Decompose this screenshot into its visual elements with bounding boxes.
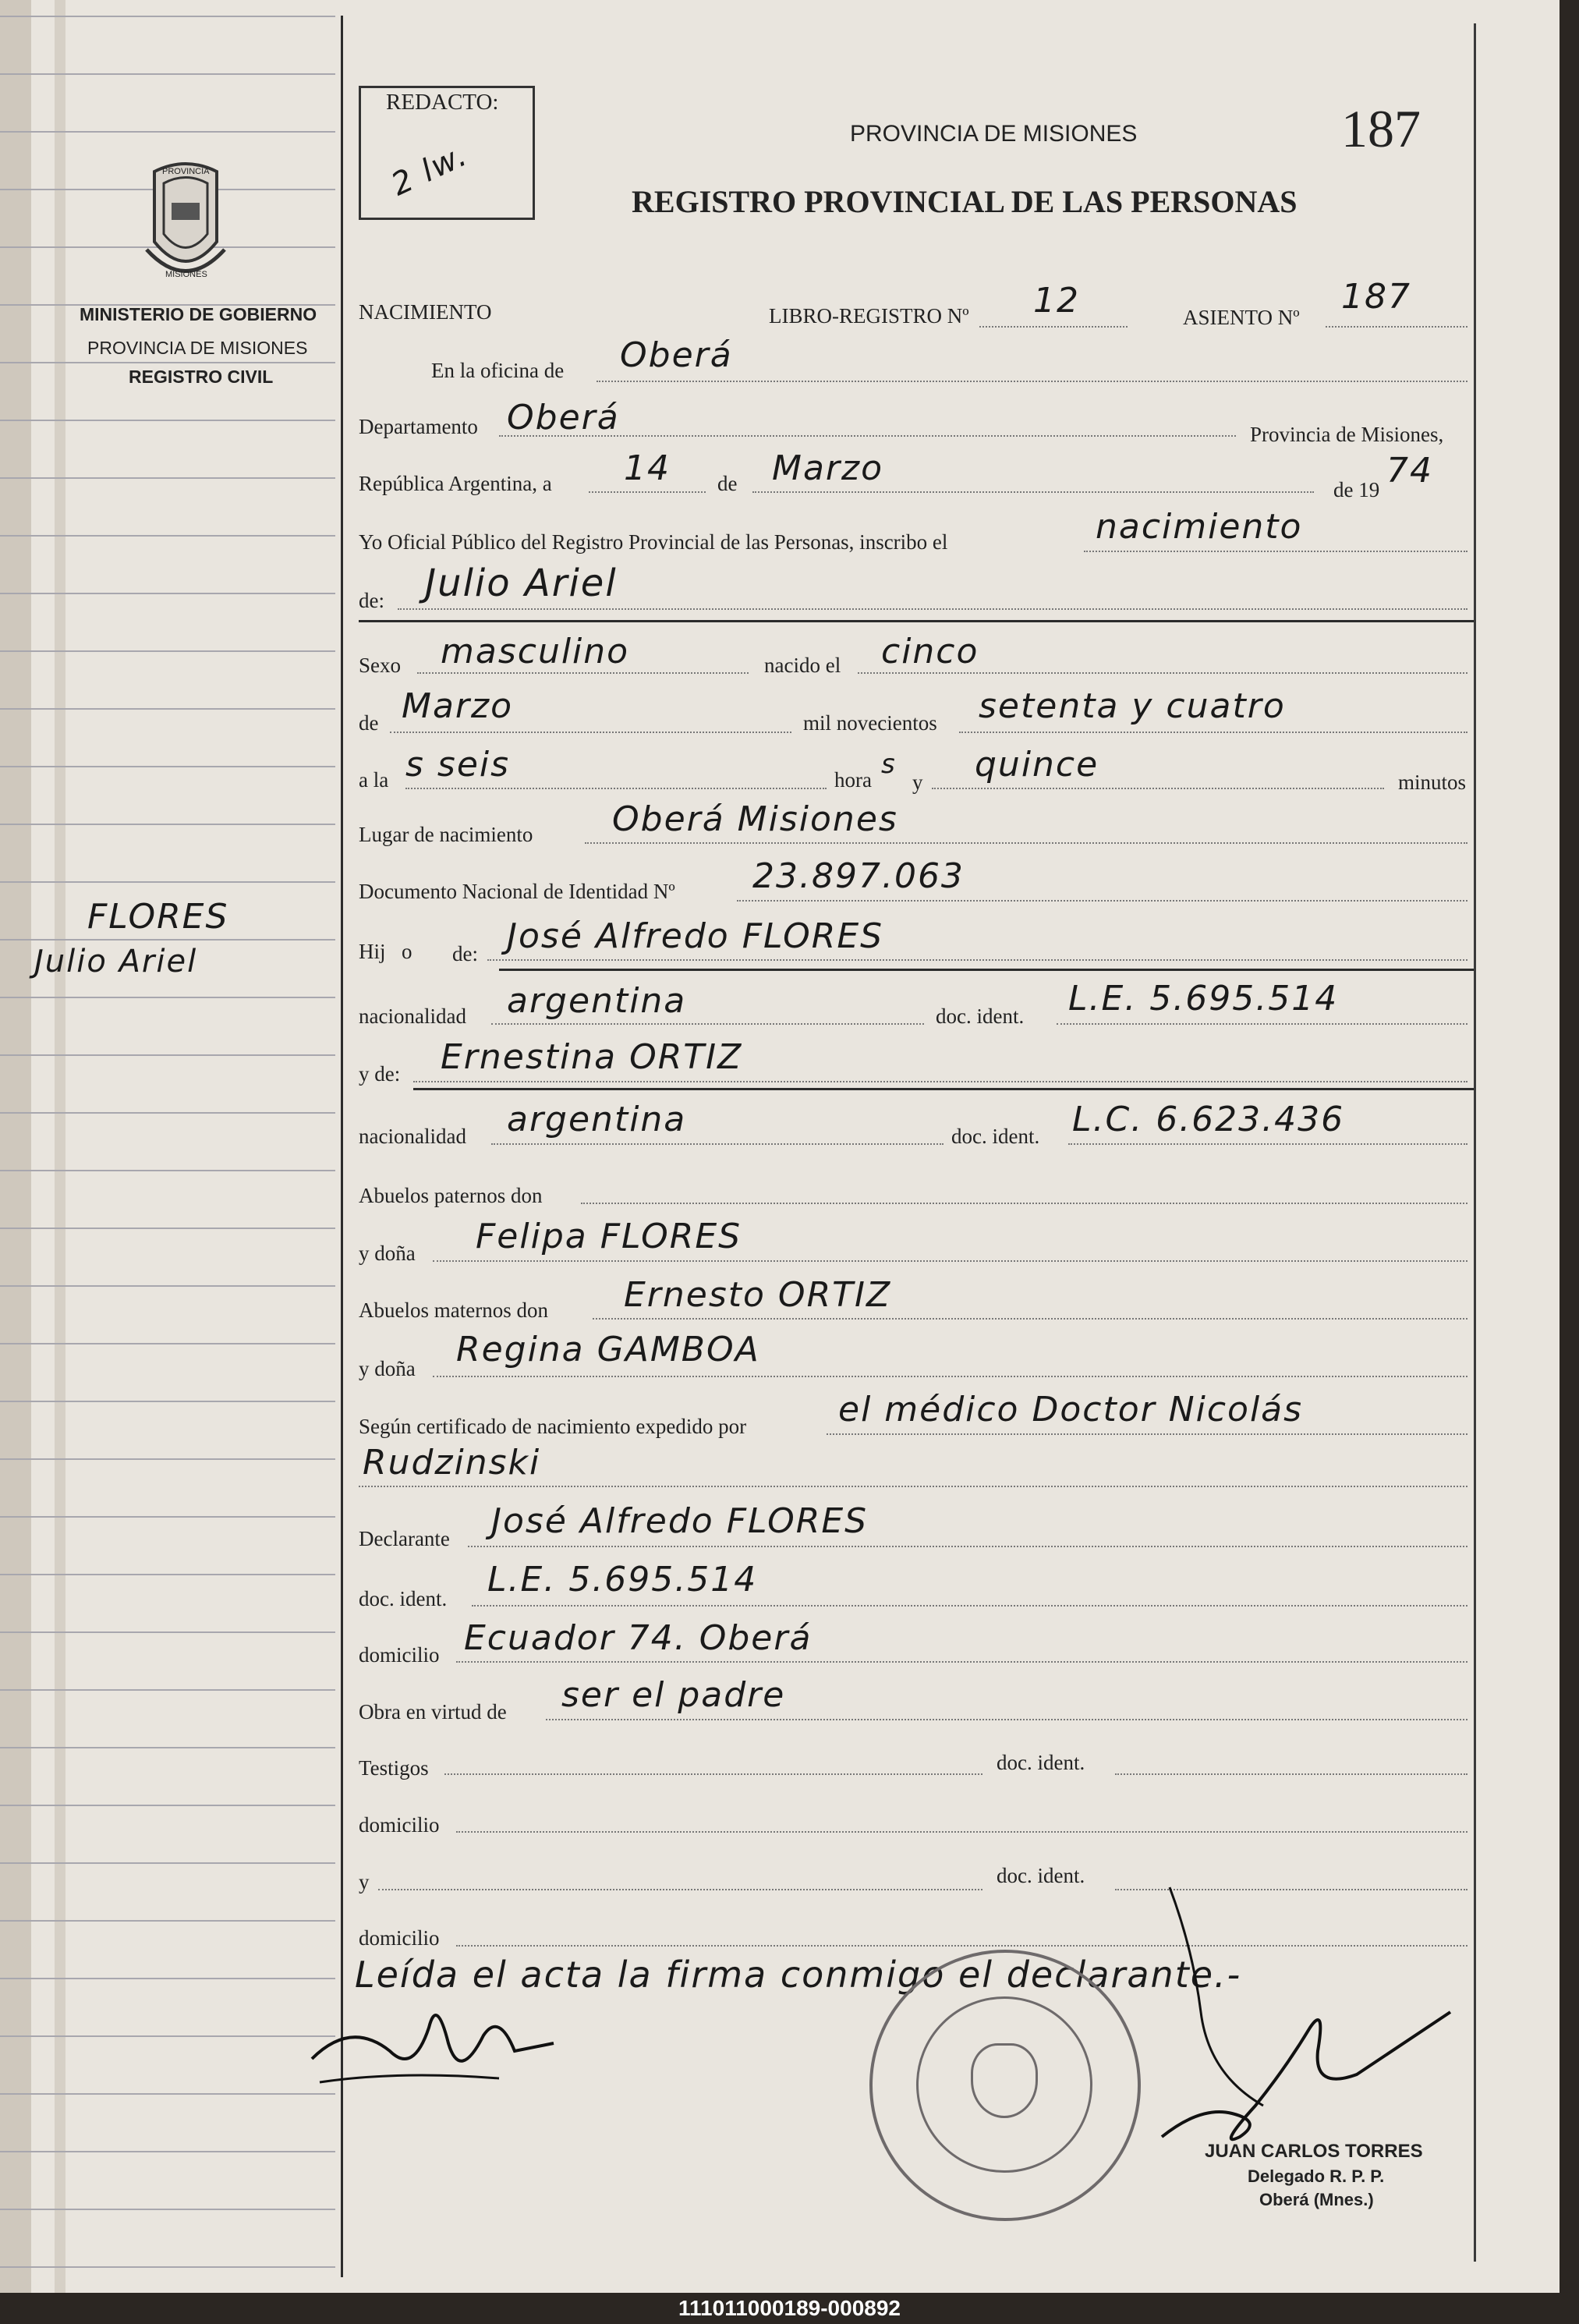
departamento-value: Oberá bbox=[507, 398, 620, 438]
sexo-label: Sexo bbox=[359, 654, 401, 677]
provincia-label: Provincia de Misiones, bbox=[1250, 423, 1444, 446]
republica-label: República Argentina, a bbox=[359, 472, 552, 495]
maternal-grandfather: Ernesto ORTIZ bbox=[624, 1275, 892, 1315]
declarant-signature bbox=[304, 1996, 561, 2113]
doc-2-label: doc. ident. bbox=[951, 1125, 1040, 1148]
margin-rule-line bbox=[0, 1343, 335, 1344]
month-value: Marzo bbox=[772, 448, 884, 488]
margin-given-names: Julio Ariel bbox=[34, 944, 198, 980]
sexo-value: masculino bbox=[441, 632, 630, 671]
margin-rule-line bbox=[0, 1228, 335, 1229]
margin-rule-line bbox=[0, 1805, 335, 1806]
abuelos-maternos-label: Abuelos maternos don bbox=[359, 1298, 548, 1322]
nacionalidad-1-label: nacionalidad bbox=[359, 1004, 466, 1028]
nacido-label: nacido el bbox=[764, 654, 841, 677]
registrar-signature bbox=[1138, 1872, 1466, 2168]
record-type: NACIMIENTO bbox=[359, 300, 492, 324]
paternal-grandmother: Felipa FLORES bbox=[476, 1217, 742, 1256]
obra-value: ser el padre bbox=[561, 1675, 786, 1715]
margin-rule-line bbox=[0, 1285, 335, 1287]
libro-label: LIBRO-REGISTRO Nº bbox=[769, 304, 969, 328]
right-border bbox=[1474, 23, 1476, 2262]
mil-label: mil novecientos bbox=[803, 711, 937, 735]
year-value: 74 bbox=[1386, 451, 1433, 491]
certificate-issuer-2: Rudzinski bbox=[363, 1443, 541, 1483]
margin-rule-line bbox=[0, 1689, 335, 1691]
margin-rule-line bbox=[0, 131, 335, 133]
testigos-domicilio-label: domicilio bbox=[359, 1813, 440, 1837]
nacionalidad-2-label: nacionalidad bbox=[359, 1125, 466, 1148]
domicilio-label: domicilio bbox=[359, 1643, 440, 1667]
margin-rule-line bbox=[0, 1574, 335, 1575]
birth-month-value: Marzo bbox=[402, 686, 514, 726]
y-dona-2-label: y doña bbox=[359, 1357, 416, 1380]
declarante-doc-label: doc. ident. bbox=[359, 1587, 448, 1610]
mother-nationality: argentina bbox=[507, 1100, 687, 1139]
coat-text-top: PROVINCIA bbox=[162, 167, 210, 176]
margin-rule-line bbox=[0, 650, 335, 652]
obra-label: Obra en virtud de bbox=[359, 1700, 507, 1724]
registrar-place: Oberá (Mnes.) bbox=[1259, 2190, 1374, 2209]
margin-rule-line bbox=[0, 1978, 335, 1979]
coat-text-bottom: MISIONES bbox=[165, 270, 207, 279]
alas-label: a la bbox=[359, 768, 389, 792]
domicilio-value: Ecuador 74. Oberá bbox=[464, 1618, 813, 1658]
margin-rule-line bbox=[0, 16, 335, 17]
declarante-doc: L.E. 5.695.514 bbox=[487, 1560, 758, 1600]
margin-rule-line bbox=[0, 1054, 335, 1056]
margin-rule-line bbox=[0, 766, 335, 767]
margin-rule-line bbox=[0, 2209, 335, 2210]
certificate-issuer: el médico Doctor Nicolás bbox=[838, 1390, 1304, 1429]
testigos-doc-label: doc. ident. bbox=[997, 1751, 1085, 1774]
margin-rule-line bbox=[0, 1112, 335, 1114]
seal-emblem bbox=[971, 2043, 1038, 2118]
margin-rule-line bbox=[0, 2093, 335, 2095]
oficina-label: En la oficina de bbox=[431, 359, 565, 382]
nacido-value: cinco bbox=[881, 632, 979, 671]
y-label: y bbox=[912, 771, 923, 794]
archive-code: 1110110001​89-000892 bbox=[0, 2293, 1579, 2324]
testigos-label: Testigos bbox=[359, 1756, 429, 1780]
binding-edge bbox=[55, 0, 65, 2293]
hijo-label: Hij bbox=[359, 940, 386, 963]
margin-rule-line bbox=[0, 1401, 335, 1402]
closing-statement: Leída el acta la firma conmigo el declarante.- bbox=[355, 1954, 1242, 1996]
horas-label: hora bbox=[834, 768, 872, 792]
margin-rule-line bbox=[0, 997, 335, 998]
redacto-value: 2 lw. bbox=[386, 136, 474, 204]
y-dona-1-label: y doña bbox=[359, 1242, 416, 1265]
margin-rule-line bbox=[0, 420, 335, 421]
margin-rule-line bbox=[0, 824, 335, 825]
hijo-de-label: de: bbox=[452, 942, 478, 965]
y-2-doc-label: doc. ident. bbox=[997, 1864, 1085, 1887]
margin-rule-line bbox=[0, 477, 335, 479]
margin-divider bbox=[341, 16, 343, 2277]
declarante-value: José Alfredo FLORES bbox=[491, 1501, 869, 1541]
margin-rule-line bbox=[0, 1631, 335, 1633]
margin-rule-line bbox=[0, 2035, 335, 2037]
segun-label: Según certificado de nacimiento expedido por bbox=[359, 1415, 747, 1438]
inscribo-value: nacimiento bbox=[1096, 507, 1303, 547]
minutos-label: minutos bbox=[1398, 771, 1467, 794]
y-2-domicilio-label: domicilio bbox=[359, 1926, 440, 1950]
margin-rule-line bbox=[0, 708, 335, 710]
libro-value: 12 bbox=[1033, 281, 1080, 321]
margin-rule-line bbox=[0, 362, 335, 363]
dni-value: 23.897.063 bbox=[752, 856, 965, 896]
mother-name: Ernestina ORTIZ bbox=[441, 1037, 743, 1077]
abuelos-paternos-label: Abuelos paternos don bbox=[359, 1184, 543, 1207]
margin-rule-line bbox=[0, 1516, 335, 1518]
lugar-value: Oberá Misiones bbox=[612, 799, 898, 839]
oficial-label: Yo Oficial Público del Registro Provincial de las Personas, inscribo el bbox=[359, 530, 948, 554]
margin-rule-line bbox=[0, 1747, 335, 1748]
day-value: 14 bbox=[624, 448, 671, 488]
father-name: José Alfredo FLORES bbox=[507, 916, 884, 956]
father-doc: L.E. 5.695.514 bbox=[1068, 979, 1339, 1019]
doc-1-label: doc. ident. bbox=[936, 1004, 1025, 1028]
margin-rule-line bbox=[0, 939, 335, 941]
ministry-label: MINISTERIO DE GOBIERNO bbox=[80, 304, 317, 324]
father-nationality: argentina bbox=[507, 981, 687, 1021]
child-name: Julio Ariel bbox=[425, 562, 618, 605]
province-label: PROVINCIA DE MISIONES bbox=[87, 338, 308, 358]
de-label: de bbox=[717, 472, 738, 495]
page-number: 187 bbox=[1341, 99, 1421, 158]
y-2-label: y bbox=[359, 1870, 370, 1894]
maternal-grandmother: Regina GAMBOA bbox=[456, 1330, 760, 1369]
margin-rule-line bbox=[0, 881, 335, 883]
asiento-label: ASIENTO Nº bbox=[1183, 306, 1300, 329]
declarante-label: Declarante bbox=[359, 1527, 450, 1550]
hijo-suffix: o bbox=[402, 940, 412, 963]
margin-rule-line bbox=[0, 1458, 335, 1460]
margin-rule-line bbox=[0, 1920, 335, 1922]
margin-rule-line bbox=[0, 73, 335, 75]
oficina-value: Oberá bbox=[620, 335, 733, 375]
asiento-value: 187 bbox=[1341, 277, 1411, 317]
registrar-name: JUAN CARLOS TORRES bbox=[1205, 2141, 1423, 2162]
mother-doc: L.C. 6.623.436 bbox=[1072, 1100, 1345, 1139]
horas-value: s bbox=[881, 749, 897, 780]
margin-surname: FLORES bbox=[87, 897, 229, 937]
alas-value: s seis bbox=[405, 745, 511, 785]
year-words-value: setenta y cuatro bbox=[979, 686, 1286, 726]
registry-title: REGISTRO PROVINCIAL DE LAS PERSONAS bbox=[632, 184, 1298, 219]
name-de-label: de: bbox=[359, 589, 384, 612]
minutes-value: quince bbox=[975, 745, 1099, 785]
de-month-label: de bbox=[359, 711, 379, 735]
margin-rule-line bbox=[0, 2266, 335, 2268]
redacto-label: REDACTO: bbox=[386, 90, 499, 115]
registry-label: REGISTRO CIVIL bbox=[129, 367, 274, 387]
margin-rule-line bbox=[0, 1170, 335, 1171]
year-label: de 19 bbox=[1333, 478, 1380, 501]
margin-rule-line bbox=[0, 2151, 335, 2152]
margin-rule-line bbox=[0, 593, 335, 594]
lugar-label: Lugar de nacimiento bbox=[359, 823, 533, 846]
registrar-title: Delegado R. P. P. bbox=[1248, 2166, 1385, 2186]
margin-rule-line bbox=[0, 1862, 335, 1864]
margin-rule-line bbox=[0, 535, 335, 537]
province-heading: PROVINCIA DE MISIONES bbox=[850, 121, 1138, 147]
departamento-label: Departamento bbox=[359, 415, 478, 438]
y-de-label: y de: bbox=[359, 1062, 401, 1086]
dni-label: Documento Nacional de Identidad Nº bbox=[359, 880, 675, 903]
